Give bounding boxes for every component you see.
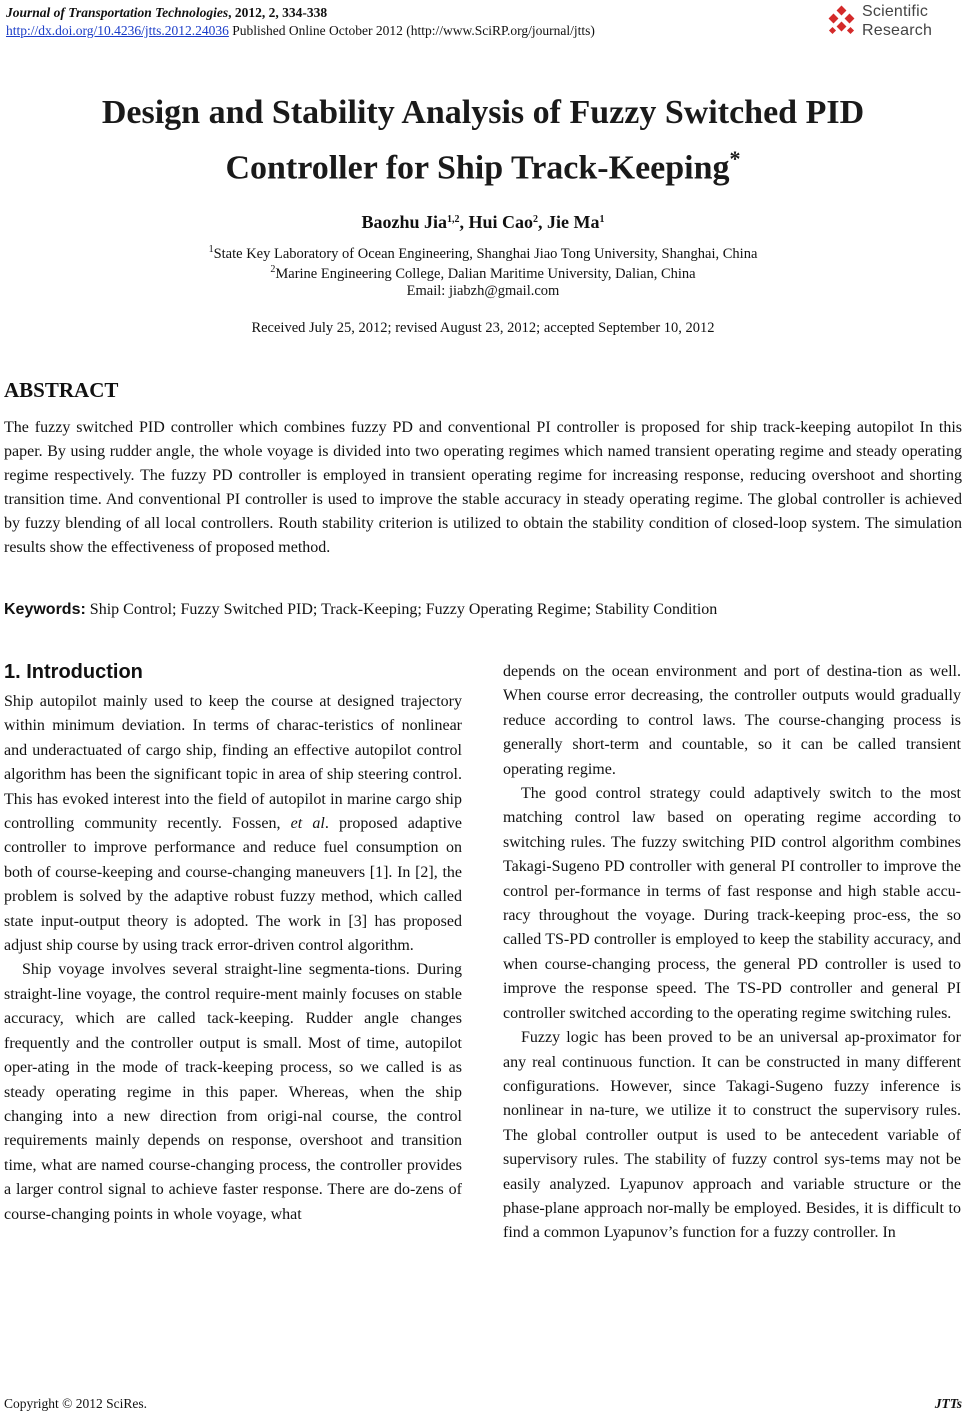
keywords — [4, 601, 962, 619]
paragraph: depends on the ocean environment and port of destina-tion as well. When course error decreasing, the controller outputs would gradually reduce according to control laws. The course-changing process is generally short-term and countable, so it can be called transient operating regime. — [503, 663, 961, 778]
author-list — [0, 212, 966, 233]
doi-link[interactable]: http://dx.doi.org/10.4236/jtts.2012.24036 — [6, 23, 229, 38]
page-footer — [4, 1396, 962, 1412]
journal-name: Journal of Transportation Technologies — [6, 5, 229, 20]
paragraph: The good control strategy could adaptively switch to the most matching control law based on operating regime according to switching rules. The fuzzy switching PID control algorithm combines Takagi-Sugeno PD controller with general PI controller to improve the control per-formance in terms of fast response and high stable accu-racy throughout the voyage. During track-keeping proc-ess, the so called TS-PD controller is employed to keep the stability accuracy, and when course-changing process, the general PD controller is used to improve the response speed. The TS-PD controller and general PI controller switched according to the operating regime switching rules. — [503, 785, 961, 1022]
journal-abbreviation: JTTs — [934, 1396, 962, 1411]
paragraph: Ship voyage involves several straight-line segmenta-tions. During straight-line voyage, the control require-ment mainly focuses on stable accuracy, which are called tack-keeping. Rudder angle changes frequently and the controller output is small. Most of time, autopilot oper-ating in the mode of track-keeping process, so we called is as steady operating regime in this paper. Whereas, when the ship changing into a new direction from origi-nal course, the control requirements mainly depends on response, overshoot and transition time, what are named course-changing process, the controller provides a larger control signal to achieve faster response. There are do-zens of course-changing points in whole voyage, what — [4, 961, 462, 1223]
journal-citation — [6, 4, 595, 22]
logo-text — [862, 2, 932, 40]
paragraph-text: . proposed adaptive controller to improve performance and reduce fuel consumption on both of course-keeping and course-changing maneuvers [1]. In [2], the problem is solved by the adaptive robust fuzzy method, which called state input-output theory is adopted. The work in [3] has proposed adjust ship course by using track error-driven control algorithm. — [4, 815, 462, 955]
section-heading-introduction: 1. Introduction — [4, 661, 143, 683]
abstract-text: The fuzzy switched PID controller which combines fuzzy PD and conventional PI controller is proposed for ship track-keeping autopilot In this paper. By using rudder angle, the whole voyage is divided into two operating regimes which named transient operating regime and steady operating regime respectively. The fuzzy PD controller is employed in transient operating regime for increasing response, reducing overshoot and shorting transition time. And conventional PI controller is used to improve the stable accuracy in steady operating regime. The global controller is achieved by fuzzy blending of all local controllers. Routh stability criterion is utilized to obtain the stability condition of closed-loop system. The simulation results show the effectiveness of proposed method. — [4, 419, 962, 556]
scientific-research-logo-icon — [826, 5, 858, 37]
author-name: Hui Cao — [468, 212, 534, 232]
paragraph: Fuzzy logic has been proved to be an universal ap-proximator for any real continuous function. It can be constructed in many different configurations. However, since Takagi-Sugeno fuzzy inference is nonlinear in na-ture, we utilize it to construct the supervisory rules. The global controller output is used to be antecedent variable of supervisory rules. The stability of fuzzy control sys-tems may not be easily analyzed. Lyapunov approach and variable structure or the phase-plane approach nor-mally be employed. Besides, it is difficult to find a common Lyapunov’s function for a fuzzy controller. In — [503, 1029, 961, 1242]
paper-title — [0, 90, 966, 191]
affiliation-text: Marine Engineering College, Dalian Maritime University, Dalian, China — [275, 266, 696, 282]
author-affil-sup: 1,2 — [447, 214, 460, 225]
title-line-2 — [0, 136, 966, 191]
author-affil-sup: 1 — [599, 214, 605, 225]
author-name: Baozhu Jia — [361, 212, 448, 232]
author-name: Jie Ma — [547, 212, 600, 232]
title-footnote-mark: * — [729, 146, 741, 171]
affiliation-sup: 2 — [270, 264, 276, 275]
keywords-text: Ship Control; Fuzzy Switched PID; Track-Keeping; Fuzzy Operating Regime; Stability Condition — [85, 601, 718, 618]
author-sep: , — [459, 212, 469, 232]
received-dates: Received July 25, 2012; revised August 23, 2012; accepted September 10, 2012 — [251, 320, 715, 336]
publication-info: Published Online October 2012 (http://www.SciRP.org/journal/jtts) — [228, 23, 595, 38]
paragraph — [4, 690, 462, 958]
title-line-1: Design and Stability Analysis of Fuzzy Switched PID — [101, 94, 865, 131]
left-column — [4, 658, 462, 1227]
abstract-heading: ABSTRACT — [4, 378, 119, 402]
affiliation-sup: 1 — [208, 244, 214, 255]
copyright: Copyright © 2012 SciRes. — [4, 1396, 148, 1411]
author-email: Email: jiabzh@gmail.com — [406, 283, 560, 299]
title-line-2-text: Controller for Ship Track-Keeping — [225, 149, 730, 187]
running-header — [6, 4, 595, 40]
logo-line-2: Research — [862, 22, 933, 39]
paragraph-text: Ship autopilot mainly used to keep the course at designed trajectory within minimum deviation. In terms of charac-teristics of nonlinear and underactuated of cargo ship, finding an effective autopilot control algorithm has been the significant topic in area of ship steering control. This has evoked interest into the field of autopilot in marine cargo ship controlling community recently. Fossen, — [4, 693, 462, 833]
keywords-label: Keywords: — [4, 601, 86, 618]
author-affil-sup: 2 — [533, 214, 539, 225]
volume-info: , 2012, 2, 334-338 — [228, 5, 328, 20]
et-al: et al — [290, 815, 325, 833]
affiliation-text: State Key Laboratory of Ocean Engineering, Shanghai Jiao Tong University, Shanghai, China — [213, 246, 758, 262]
author-sep: , — [538, 212, 548, 232]
logo-line-1: Scientific — [862, 3, 929, 20]
publisher-logo — [826, 2, 956, 42]
doi-line — [6, 22, 595, 40]
right-column — [503, 660, 961, 1246]
